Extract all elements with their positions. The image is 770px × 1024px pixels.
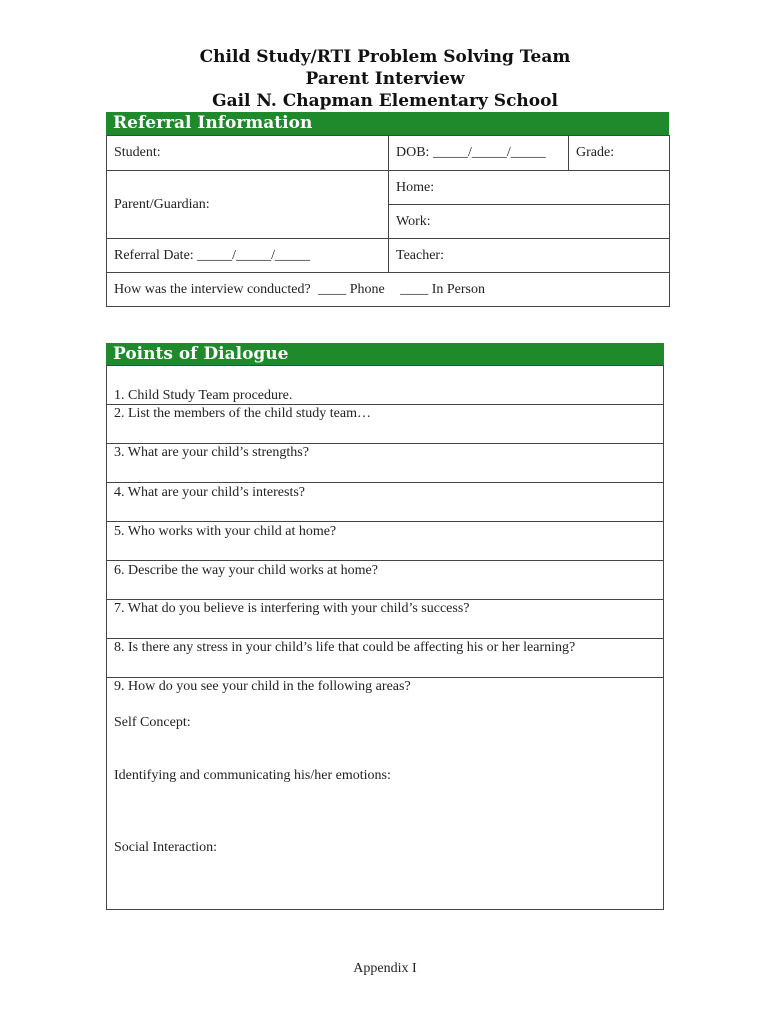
phone-option[interactable]: ____ Phone [318,281,385,297]
appendix-label: Appendix I [353,961,417,976]
self-concept-label: Self Concept: [114,715,191,730]
dialogue-item[interactable] [107,404,663,444]
teacher-field[interactable] [389,239,670,273]
dialogue-question-5: 5. Who works with your child at home? [114,524,337,539]
emotions-label: Identifying and communicating his/her emotions: [114,768,391,783]
student-label: Student: [114,145,161,160]
dialogue-question-1: 1. Child Study Team procedure. [114,388,293,403]
home-label: Home: [396,179,435,195]
interview-method-field [107,273,670,307]
dialogue-item[interactable] [107,482,663,522]
work-label: Work: [396,213,431,229]
dialogue-item[interactable] [107,677,663,909]
dialogue-item[interactable] [107,638,663,678]
referral-date-field[interactable] [107,239,389,273]
dob-label: DOB: _____/_____/_____ [396,145,546,160]
parent-guardian-field[interactable] [107,171,389,239]
in-person-option[interactable]: ____ In Person [400,281,485,297]
dialogue-question-9: 9. How do you see your child in the following areas? [114,679,411,694]
grade-label: Grade: [576,145,615,160]
document-title [0,46,770,112]
dob-field[interactable] [389,136,569,171]
parent-guardian-label: Parent/Guardian: [114,196,210,212]
title-line-2: Parent Interview [305,69,465,89]
school-name: Gail N. Chapman Elementary School [212,91,558,111]
dialogue-question-3: 3. What are your child’s strengths? [114,445,309,460]
dialogue-question-6: 6. Describe the way your child works at home? [114,563,378,578]
dialogue-question-7: 7. What do you believe is interfering with your child’s success? [114,601,470,616]
title-line-1: Child Study/RTI Problem Solving Team [199,47,571,67]
teacher-label: Teacher: [396,247,444,263]
referral-information-header: Referral Information [106,112,669,136]
referral-date-label: Referral Date: _____/_____/_____ [114,247,310,263]
points-of-dialogue-header: Points of Dialogue [106,343,664,366]
dialogue-question-8: 8. Is there any stress in your child’s life that could be affecting his or her learning? [114,640,576,655]
work-phone-field[interactable] [389,205,670,239]
home-phone-field[interactable] [389,171,670,205]
student-field[interactable] [107,136,389,171]
dialogue-item[interactable] [107,521,663,561]
dialogue-item[interactable] [107,366,663,405]
referral-table [106,135,670,307]
dialogue-item[interactable] [107,443,663,483]
dialogue-question-4: 4. What are your child’s interests? [114,485,306,500]
dialogue-item[interactable] [107,560,663,600]
dialogue-item[interactable] [107,599,663,639]
dialogue-box [106,365,664,910]
social-interaction-label: Social Interaction: [114,840,218,855]
grade-field[interactable] [569,136,670,171]
interview-question: How was the interview conducted? [114,281,311,297]
dialogue-question-2: 2. List the members of the child study team… [114,406,372,421]
